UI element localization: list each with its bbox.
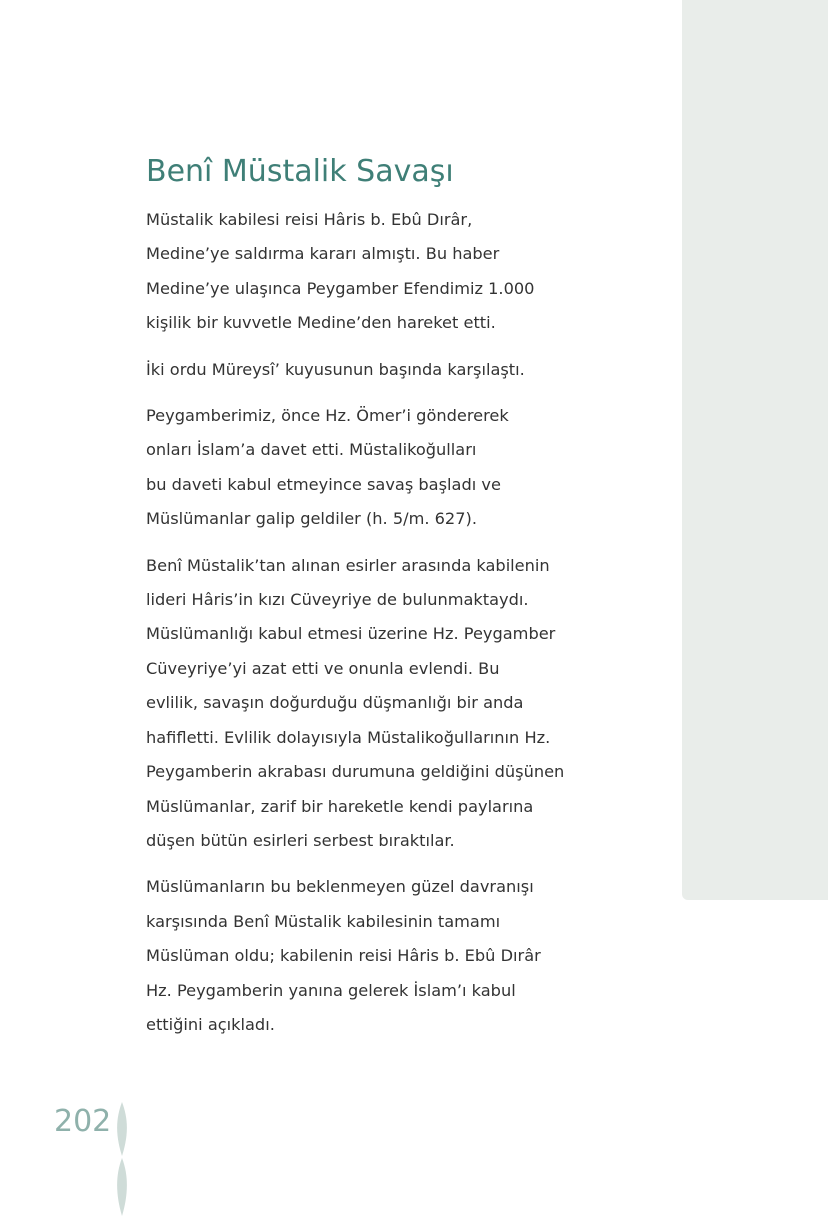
text-line: Müslümanlar, zarif bir hareketle kendi paylarına [146,796,534,816]
text-line: lideri Hâris’in kızı Cüveyriye de bulunmaktaydı. [146,590,529,610]
ornament-lower-leaf [117,1158,127,1216]
text-line: ettiğini açıkladı. [146,1014,275,1034]
text-line: Müslümanların bu beklenmeyen güzel davranışı [146,877,534,897]
ornament-upper-leaf [117,1102,127,1156]
text-line: onları İslam’a davet etti. Müstalikoğulları [146,440,477,460]
text-line: Müslümanlar galip geldiler (h. 5/m. 627). [146,509,477,529]
text-line: İki ordu Müreysî’ kuyusunun başında karşılaştı. [146,359,525,379]
text-line: hafifletti. Evlilik dolayısıyla Müstalikoğullarının Hz. [146,727,551,747]
paragraph [146,870,626,1042]
text-line: karşısında Benî Müstalik kabilesinin tamamı [146,911,501,931]
text-line: Medine’ye ulaşınca Peygamber Efendimiz 1.000 [146,278,535,298]
text-line: Müstalik kabilesi reisi Hâris b. Ebû Dırâr, [146,210,473,229]
side-panel [682,0,828,900]
body-text [146,203,626,1054]
text-line: bu daveti kabul etmeyince savaş başladı ve [146,474,501,494]
paragraph [146,399,626,537]
text-line: Hz. Peygamberin yanına gelerek İslam’ı kabul [146,980,516,1000]
text-line: düşen bütün esirleri serbest bıraktılar. [146,830,455,850]
text-line: Benî Müstalik’tan alınan esirler arasında kabilenin [146,555,550,575]
text-line: Peygamberin akrabası durumuna geldiğini düşünen [146,762,565,782]
paragraph [146,549,626,859]
paragraph [146,203,626,341]
page-number: 202 [54,1104,112,1139]
paragraph [146,353,626,387]
text-line: Peygamberimiz, önce Hz. Ömer’i göndererek [146,406,509,426]
text-line: Cüveyriye’yi azat etti ve onunla evlendi. Bu [146,658,500,678]
text-line: kişilik bir kuvvetle Medine’den hareket etti. [146,313,496,333]
text-line: Medine’ye saldırma kararı almıştı. Bu haber [146,244,500,264]
text-line: evlilik, savaşın doğurduğu düşmanlığı bir anda [146,693,524,713]
text-line: Müslüman oldu; kabilenin reisi Hâris b. Ebû Dırâr [146,946,541,966]
page-ornament-icon [112,1100,132,1217]
text-line: Müslümanlığı kabul etmesi üzerine Hz. Peygamber [146,624,556,644]
page-title: Benî Müstalik Savaşı [146,154,454,189]
